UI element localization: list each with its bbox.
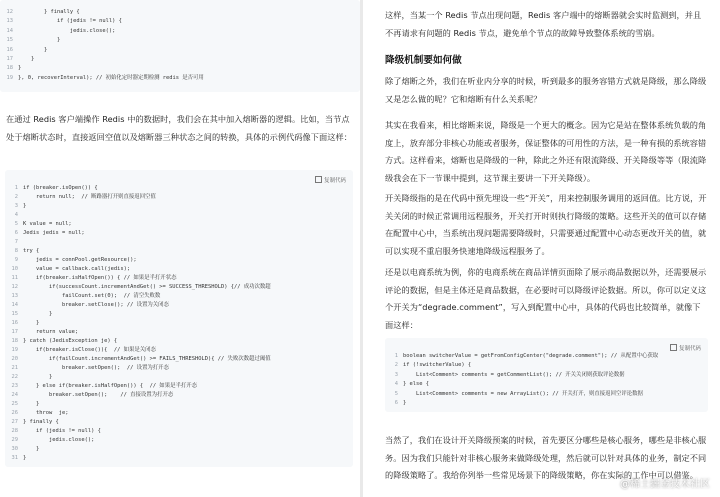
copy-icon (315, 176, 322, 183)
code-text: breaker.setOpen(); // 直接设置为打开态 (23, 392, 174, 398)
line-number: 20 (11, 356, 18, 362)
code-line (385, 399, 708, 407)
code-line (0, 8, 360, 16)
code-text: } (18, 65, 22, 72)
code-text: value = callback.call(jedis); (23, 266, 131, 272)
code-line (5, 301, 353, 309)
right-page (363, 0, 720, 497)
code-line (385, 352, 708, 360)
line-number: 3 (14, 203, 18, 209)
code-text: } (23, 446, 40, 452)
code-line (5, 256, 353, 264)
line-number: 9 (14, 257, 18, 263)
line-number: 18 (6, 65, 13, 72)
paragraph-ecommerce-example: 还是以电商系统为例，你的电商系统在商品详情页面除了展示商品数据以外，还需要展示评论的数据，但是主体还是商品数据，在必要时可以降级评论数据。所以，你可以定义这个开关为“degrade.comment”，写入到配置中心中，具体的代码也比较简单，就像下面这样： (385, 267, 707, 330)
line-number: 4 (394, 381, 398, 388)
code-line (5, 427, 353, 435)
line-number: 7 (14, 239, 18, 245)
copy-code-button-right[interactable] (670, 344, 701, 352)
line-number: 12 (6, 9, 13, 15)
code-line (5, 328, 353, 336)
line-number: 3 (394, 371, 398, 378)
code-text: } (403, 400, 407, 406)
watermark-text: @稀土掘金技术社区 (620, 479, 710, 490)
line-number: 31 (11, 455, 18, 461)
line-number: 21 (11, 365, 18, 371)
line-number: 30 (11, 446, 18, 452)
code-line (5, 220, 353, 228)
code-line (5, 238, 353, 246)
code-line (5, 382, 353, 390)
code-block-switch (385, 338, 708, 412)
code-text: try { (23, 248, 40, 254)
line-number: 4 (14, 212, 18, 218)
code-text: } (23, 374, 53, 380)
code-line (0, 36, 360, 44)
code-line (5, 418, 353, 426)
code-line (0, 64, 360, 72)
code-text: return null; // 断路器打开则直接返回空值 (23, 194, 156, 200)
line-number: 5 (394, 390, 398, 397)
code-text: } else { (403, 381, 429, 388)
code-line (5, 454, 353, 462)
line-number: 2 (14, 194, 18, 200)
copy-icon (670, 344, 677, 351)
code-line (5, 211, 353, 219)
paragraph-summary: 这样，当某一个 Redis 节点出现问题，Redis 客户端中的熔断器就会实时监测到，并且不再请求有问题的 Redis 节点，避免单个节点的故障导致整体系统的雪崩。 (385, 10, 702, 38)
code-text: } (23, 320, 40, 326)
code-text: jedis = connPool.getResource(); (23, 257, 137, 263)
section-heading: 降级机制要如何做 (385, 55, 462, 66)
code-line (5, 229, 353, 237)
code-line (5, 283, 353, 291)
paragraph-intro: 在通过 Redis 客户端操作 Redis 中的数据时，我们会在其中加入熔断器的逻辑。比如，当节点处于熔断状态时，直接返回空值以及熔断器三种状态之间的转换，具体的示例代码像下面这样： (6, 114, 352, 142)
code-text: K value = null; (23, 221, 72, 227)
code-text: } (23, 203, 27, 209)
code-text: } (23, 311, 53, 317)
code-line (5, 193, 353, 201)
code-text: } (23, 401, 40, 407)
code-line (5, 247, 353, 255)
code-text: jedis.close(); (18, 27, 116, 34)
line-number: 28 (11, 428, 18, 434)
code-line (5, 346, 353, 354)
line-number: 29 (11, 437, 18, 443)
line-number: 13 (6, 18, 13, 25)
copy-code-label: 复制代码 (323, 178, 346, 184)
line-number: 10 (11, 266, 18, 272)
code-line (5, 436, 353, 444)
code-text: breaker.setClose(); // 设置为关闭态 (23, 302, 169, 308)
code-line (5, 391, 353, 399)
code-line (5, 202, 353, 210)
line-number: 22 (11, 374, 18, 380)
code-text: if (jedis != null) { (23, 428, 101, 434)
line-number: 13 (11, 293, 18, 299)
code-text: } (18, 56, 35, 62)
code-line (0, 27, 360, 35)
line-number: 6 (14, 230, 18, 236)
code-text: } (18, 46, 48, 53)
code-line (385, 361, 708, 369)
code-text: boolean switcherValue = getFromConfigCenter("degrade.comment"); // 从配置中心获取 (403, 353, 659, 359)
line-number: 5 (14, 221, 18, 227)
line-number: 2 (394, 362, 398, 369)
line-number: 14 (6, 27, 13, 34)
line-number: 16 (6, 46, 13, 53)
line-number: 11 (11, 275, 18, 281)
code-line (385, 380, 708, 388)
line-number: 19 (11, 347, 18, 353)
code-text: Jedis jedis = null; (23, 230, 85, 236)
line-number: 23 (11, 383, 18, 389)
code-line (5, 400, 353, 408)
code-text: if(breaker.isHalfOpen()) { // 如果是半打开状态 (23, 275, 177, 281)
code-text: } catch (JedisException je) { (23, 338, 118, 344)
code-line (5, 274, 353, 282)
code-text: List<Comment> comments = getCommentList(); // 开关关闭则获取评论数据 (403, 371, 625, 378)
code-text: if (breaker.isOpen()) { (23, 185, 98, 191)
code-line (0, 74, 360, 82)
code-line (5, 355, 353, 363)
line-number: 19 (6, 74, 13, 81)
code-line (5, 310, 353, 318)
code-text: if(successCount.incrementAndGet() >= SUCCESS_THRESHOLD) {// 成功次数超 (23, 284, 271, 290)
line-number: 24 (11, 392, 18, 398)
paragraph-degrade-concept: 其实在我看来，相比熔断来说，降级是一个更大的概念。因为它是站在整体系统负载的角度上，放弃部分非核心功能或者服务，保证整体的可用性的方法，是一种有损的系统容错方式。这样看来，熔断也是降级的一种，除此之外还有限流降级、开关降级等等（限流降级我会在下一节课中提到，这节课主要讲一下开关降级）。 (385, 120, 707, 183)
paragraph-switch-degrade: 开关降级指的是在代码中预先埋设一些“开关”，用来控制服务调用的返回值。比方说，开关关闭的时候正常调用远程服务，开关打开时则执行降级的策略。这些开关的值可以存储在配置中心中，当系统出现问题需要降级时，只需要通过配置中心动态更改开关的值，就可以实现不重启服务快速地降级远程服务了。 (385, 193, 707, 256)
code-text: } finally { (23, 419, 59, 425)
code-line (5, 184, 353, 192)
code-line (5, 364, 353, 372)
code-block-top (0, 0, 360, 92)
line-number: 15 (6, 37, 13, 44)
line-number: 18 (11, 338, 18, 344)
line-number: 14 (11, 302, 18, 308)
line-number: 15 (11, 311, 18, 317)
line-number: 27 (11, 419, 18, 425)
code-text: failCount.set(0); // 清空失败数 (23, 293, 161, 299)
code-text: List<Comment> comments = new ArrayList(); // 开关打开，则直接返回空评论数据 (403, 390, 643, 397)
code-line (0, 55, 360, 63)
line-number: 17 (6, 56, 13, 62)
code-text: if(breaker.isClose()){ // 如果是关闭态 (23, 347, 156, 353)
line-number: 6 (394, 400, 398, 406)
line-number: 1 (394, 353, 398, 359)
code-text: breaker.setOpen(); // 设置为打开态 (23, 365, 169, 371)
code-line (5, 265, 353, 273)
paragraph-degrade-question: 除了熔断之外，我们在听业内分享的时候，听到最多的服务容错方式就是降级，那么降级又是怎么做的呢？它和熔断有什么关系呢？ (385, 76, 707, 104)
code-line (5, 409, 353, 417)
code-line (385, 390, 708, 398)
code-text: if (jedis != null) { (18, 18, 122, 25)
paragraph-strategy: 当然了，我们在设计开关降级预案的时候，首先要区分哪些是核心服务，哪些是非核心服务。因为我们只能针对非核心服务来做降级处理，然后就可以针对具体的业务，制定不同的降级策略了。我给你列举一些常见场景下的降级策略，你在实际的工作中可以借鉴。 (385, 435, 707, 480)
line-number: 26 (11, 410, 18, 416)
line-number: 17 (11, 329, 18, 335)
code-text: if (!switcherValue) { (403, 362, 472, 369)
code-line (5, 319, 353, 327)
code-text: throw je; (23, 410, 69, 416)
code-line (5, 292, 353, 300)
line-number: 1 (14, 185, 18, 191)
code-line (5, 445, 353, 453)
line-number: 8 (14, 248, 18, 254)
code-line (5, 337, 353, 345)
line-number: 16 (11, 320, 18, 326)
code-line (0, 17, 360, 25)
code-text: } (18, 37, 61, 44)
line-number: 25 (11, 401, 18, 407)
copy-code-button[interactable] (315, 176, 346, 184)
code-line (5, 373, 353, 381)
code-text: } else if(breaker.isHalfOpen()) { // 如果是半打开态 (23, 383, 198, 389)
code-text: }, 0, recoverInterval); // 初始化定时器定期检测 redis 是否可用 (18, 74, 204, 81)
code-block-main (5, 170, 353, 467)
code-text: jedis.close(); (23, 437, 95, 443)
code-text: } finally { (18, 9, 80, 15)
code-text: return value; (23, 329, 79, 335)
code-text: } (23, 455, 27, 461)
code-text: if(failCount.incrementAndGet() >= FAILS_THRESHOLD){ // 失败次数超过阈值 (23, 356, 271, 362)
copy-code-label-right: 复制代码 (678, 346, 701, 352)
line-number: 12 (11, 284, 18, 290)
code-line (385, 371, 708, 379)
code-line (0, 46, 360, 54)
